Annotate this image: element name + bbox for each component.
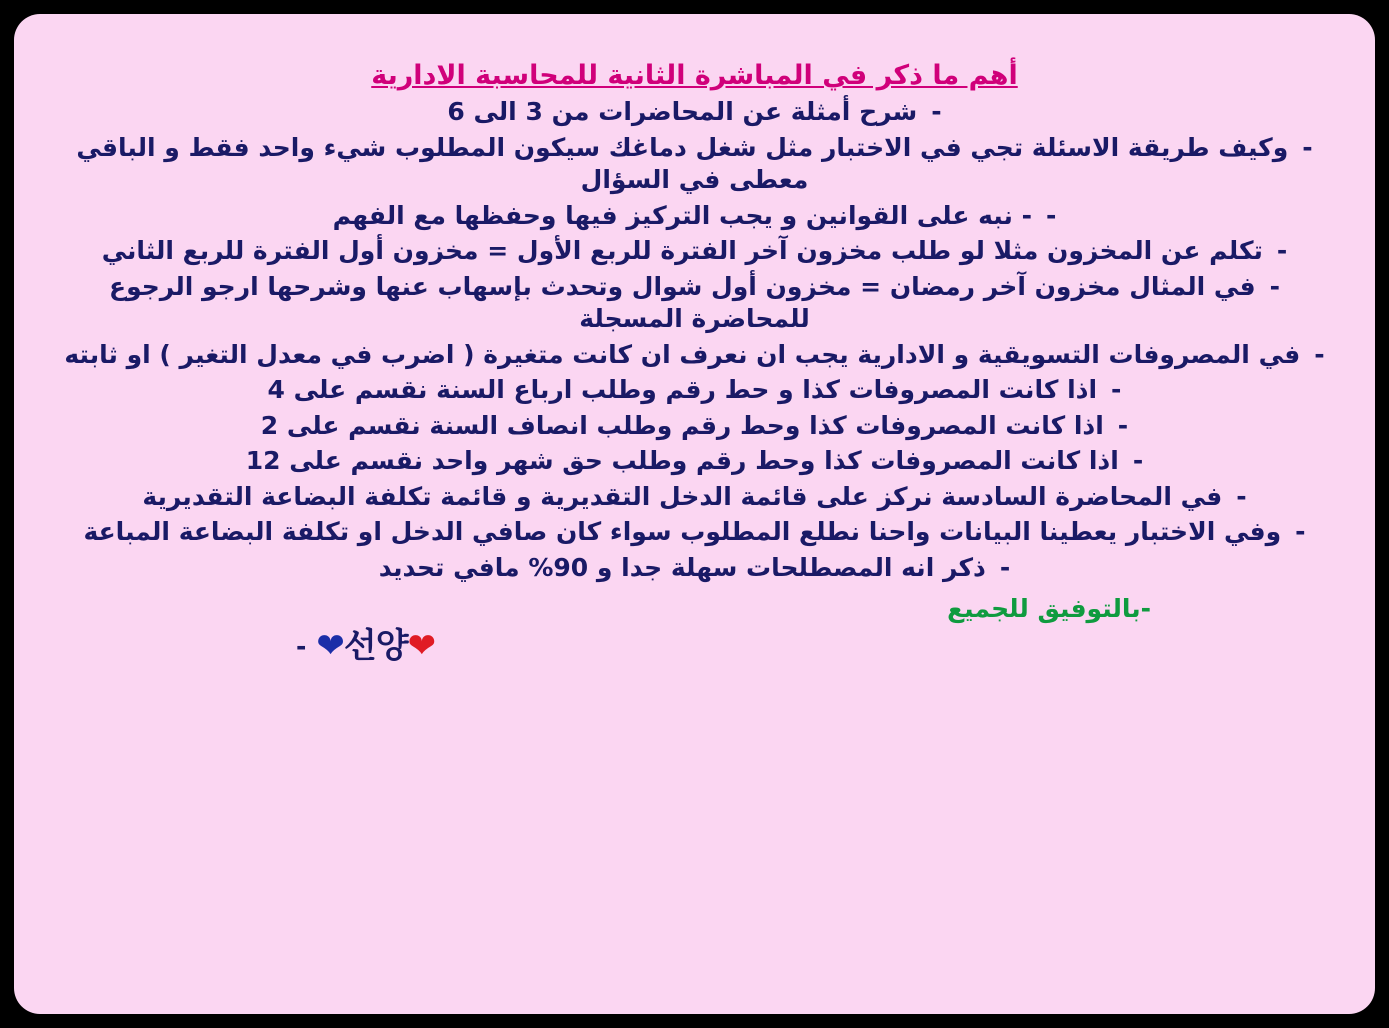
list-item-text: ذكر انه المصطلحات سهلة جدا و 90% مافي تحديد — [378, 552, 986, 582]
list-item — [48, 410, 1341, 443]
closing-text: بالتوفيق للجميع — [947, 594, 1141, 624]
bullet-dash: - — [1045, 200, 1057, 230]
bullet-dash: - — [1111, 375, 1122, 405]
list-item-text: وكيف طريقة الاسئلة تجي في الاختبار مثل شغل دماغك سيكون المطلوب شيء واحد فقط و الباقي معطى في السؤال — [76, 132, 1289, 195]
list-item — [48, 339, 1341, 372]
list-item — [48, 271, 1341, 336]
list-item-text: - نبه على القوانين و يجب التركيز فيها وحفظها مع الفهم — [332, 200, 1032, 230]
list-item-text: وفي الاختبار يعطينا البيانات واحنا نطلع المطلوب سواء كان صافي الدخل او تكلفة البضاعة المباعة — [83, 517, 1282, 547]
list-item-text: اذا كانت المصروفات كذا وحط رقم وطلب حق شهر واحد نقسم على 12 — [245, 446, 1119, 476]
list-item — [48, 516, 1341, 549]
signature-mark — [316, 626, 436, 667]
list-item-text: شرح أمثلة عن المحاضرات من 3 الى 6 — [447, 97, 918, 127]
bullet-dash: - — [296, 631, 307, 661]
heart-icon-red: ❤ — [407, 626, 436, 667]
bullet-dash: - — [1302, 132, 1313, 162]
bullet-dash: - — [1132, 446, 1144, 476]
note-card — [14, 14, 1375, 1014]
list-item-text: تكلم عن المخزون مثلا لو طلب مخزون آخر الفترة للربع الأول = مخزون أول الفترة للربع الثاني — [101, 236, 1263, 266]
heart-icon-blue: ❤ — [316, 626, 344, 667]
signature-name: 선양 — [343, 626, 408, 667]
bullet-dash: - — [1314, 339, 1325, 369]
signature — [48, 626, 1341, 667]
list-item — [48, 235, 1341, 268]
bullet-list — [48, 96, 1341, 584]
list-item — [48, 374, 1341, 407]
list-item-text: اذا كانت المصروفات كذا و حط رقم وطلب ارباع السنة نقسم على 4 — [267, 375, 1098, 405]
bullet-dash: - — [999, 552, 1011, 582]
bullet-dash: - — [931, 97, 942, 127]
page-title: أهم ما ذكر في المباشرة الثانية للمحاسبة الادارية — [371, 60, 1018, 91]
closing-line — [48, 594, 1341, 623]
bullet-dash: - — [1276, 236, 1288, 266]
bullet-dash: - — [1295, 517, 1306, 547]
bullet-dash: - — [1269, 271, 1280, 301]
list-item-text: اذا كانت المصروفات كذا وحط رقم وطلب انصاف السنة نقسم على 2 — [260, 410, 1104, 440]
list-item — [48, 445, 1341, 478]
list-item — [48, 96, 1341, 129]
bullet-dash: - — [1140, 594, 1151, 624]
list-item-text: في المصروفات التسويقية و الادارية يجب ان نعرف ان كانت متغيرة ( اضرب في معدل التغير ) او ثابته — [64, 339, 1301, 369]
list-item — [48, 552, 1341, 585]
list-item — [48, 200, 1341, 233]
list-item — [48, 132, 1341, 197]
bullet-dash: - — [1236, 481, 1247, 511]
list-item-text: في المحاضرة السادسة نركز على قائمة الدخل التقديرية و قائمة تكلفة البضاعة التقديرية — [142, 481, 1223, 511]
bullet-dash: - — [1117, 410, 1129, 440]
list-item-text: في المثال مخزون آخر رمضان = مخزون أول شوال وتحدث بإسهاب عنها وشرحها ارجو الرجوع للمحاضرة المسجلة — [109, 271, 1256, 334]
list-item — [48, 481, 1341, 514]
